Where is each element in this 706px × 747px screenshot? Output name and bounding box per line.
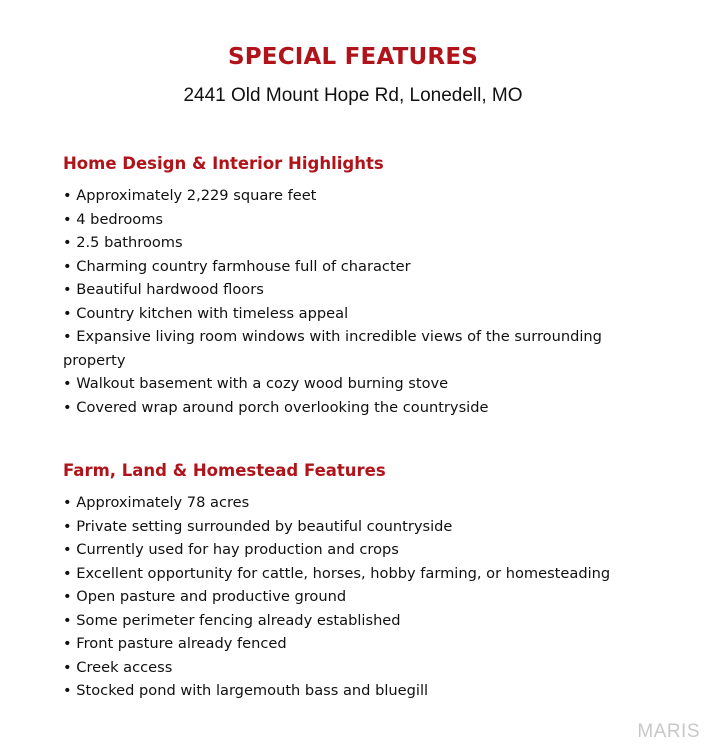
bullet: • bbox=[63, 541, 72, 558]
feature-text: Some perimeter fencing already established bbox=[76, 611, 401, 629]
feature-item bbox=[63, 278, 663, 302]
bullet: • bbox=[63, 398, 72, 416]
section-farm-land bbox=[63, 459, 663, 703]
feature-item bbox=[63, 585, 663, 609]
bullet: • bbox=[63, 210, 72, 228]
feature-text: Covered wrap around porch overlooking the countryside bbox=[76, 398, 489, 416]
feature-text: Creek access bbox=[76, 658, 173, 676]
feature-list bbox=[63, 184, 663, 419]
bullet: • bbox=[63, 328, 72, 345]
feature-text: Excellent opportunity for cattle, horses, hobby farming, or homesteading bbox=[76, 564, 611, 582]
watermark: MARIS bbox=[637, 721, 700, 742]
bullet: • bbox=[63, 234, 72, 251]
feature-text: Open pasture and productive ground bbox=[76, 588, 347, 605]
feature-text: Beautiful hardwood floors bbox=[76, 281, 264, 298]
feature-text: Private setting surrounded by beautiful countryside bbox=[76, 517, 453, 535]
bullet: • bbox=[63, 281, 72, 298]
feature-text: Approximately 2,229 square feet bbox=[76, 187, 317, 204]
bullet: • bbox=[63, 187, 72, 204]
feature-text: 2.5 bathrooms bbox=[76, 234, 183, 251]
feature-item bbox=[63, 491, 663, 515]
section-heading: Farm, Land & Homestead Features bbox=[63, 461, 386, 480]
feature-item bbox=[63, 302, 663, 326]
bullet: • bbox=[63, 257, 72, 275]
feature-text: Approximately 78 acres bbox=[76, 494, 250, 511]
feature-item bbox=[63, 609, 663, 633]
bullet: • bbox=[63, 611, 72, 629]
feature-item bbox=[63, 208, 663, 232]
bullet: • bbox=[63, 635, 72, 652]
bullet: • bbox=[63, 494, 72, 511]
feature-text: Expansive living room windows with incredible views of the surrounding property bbox=[63, 328, 602, 369]
feature-text: Charming country farmhouse full of character bbox=[76, 257, 411, 275]
feature-list bbox=[63, 491, 663, 703]
feature-item bbox=[63, 632, 663, 656]
bullet: • bbox=[63, 658, 72, 676]
feature-item bbox=[63, 679, 663, 703]
feature-item bbox=[63, 656, 663, 680]
feature-item bbox=[63, 184, 663, 208]
bullet: • bbox=[63, 304, 72, 322]
feature-item bbox=[63, 325, 663, 372]
feature-item bbox=[63, 255, 663, 279]
feature-item bbox=[63, 231, 663, 255]
property-address: 2441 Old Mount Hope Rd, Lonedell, MO bbox=[183, 85, 523, 106]
feature-text: 4 bedrooms bbox=[76, 210, 164, 228]
page-title: SPECIAL FEATURES bbox=[227, 44, 479, 70]
feature-text: Front pasture already fenced bbox=[76, 635, 287, 652]
feature-text: Currently used for hay production and crops bbox=[76, 541, 399, 558]
feature-text: Country kitchen with timeless appeal bbox=[76, 304, 349, 322]
bullet: • bbox=[63, 682, 72, 699]
feature-text: Walkout basement with a cozy wood burning stove bbox=[76, 375, 449, 392]
bullet: • bbox=[63, 517, 72, 535]
feature-text: Stocked pond with largemouth bass and bluegill bbox=[76, 682, 429, 699]
section-heading: Home Design & Interior Highlights bbox=[63, 154, 384, 173]
feature-item bbox=[63, 515, 663, 539]
feature-item bbox=[63, 372, 663, 396]
feature-item bbox=[63, 538, 663, 562]
section-home-design bbox=[63, 152, 663, 419]
bullet: • bbox=[63, 564, 72, 582]
feature-item bbox=[63, 562, 663, 586]
bullet: • bbox=[63, 588, 72, 605]
bullet: • bbox=[63, 375, 72, 392]
feature-item bbox=[63, 396, 663, 420]
